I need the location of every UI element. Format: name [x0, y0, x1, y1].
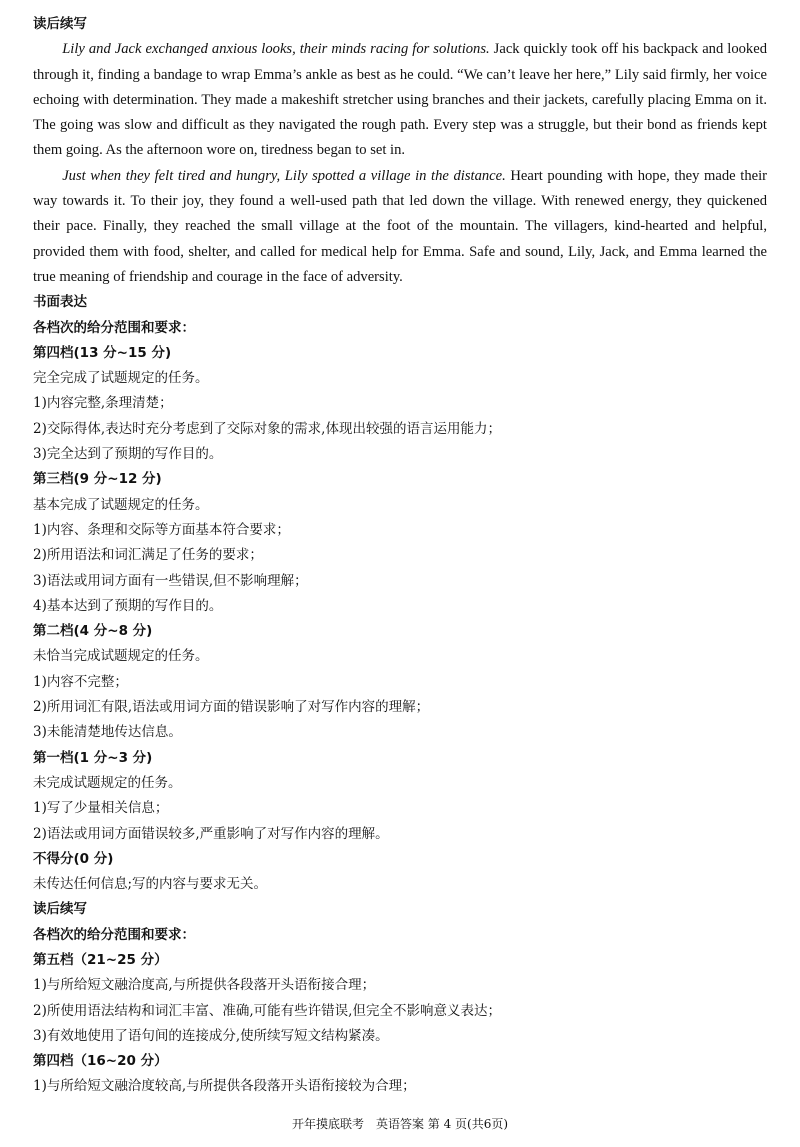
section-title-continuation: 读后续写 — [33, 16, 87, 32]
level-intro: 完全完成了试题规定的任务。 — [33, 370, 209, 387]
paragraph-2-opening: Just when they felt tired and hungry, Lily spotted a village in the distance. — [62, 167, 506, 184]
criterion-item: 1)与所给短文融洽度较高,与所提供各段落开头语衔接较为合理； — [33, 1078, 416, 1095]
level-intro: 未完成试题规定的任务。 — [33, 774, 182, 791]
criterion-item: 4)基本达到了预期的写作目的。 — [33, 597, 223, 614]
criterion-item: 3)未能清楚地传达信息。 — [33, 724, 182, 741]
level-heading: 第三档(9 分~12 分) — [33, 471, 162, 488]
criterion-item: 2)交际得体,表达时充分考虑到了交际对象的需求,体现出较强的语言运用能力； — [33, 420, 501, 437]
scoring-criteria-subtitle: 各档次的给分范围和要求： — [33, 926, 195, 943]
section-title-writing: 书面表达 — [33, 294, 87, 311]
level-heading: 第一档(1 分~3 分) — [33, 749, 153, 766]
criterion-item: 3)语法或用词方面有一些错误,但不影响理解； — [33, 572, 308, 589]
criterion-item: 1)与所给短文融洽度高,与所提供各段落开头语衔接合理； — [33, 977, 376, 994]
criterion-item: 2)语法或用词方面错误较多,严重影响了对写作内容的理解。 — [33, 825, 389, 842]
paragraph-1-opening: Lily and Jack exchanged anxious looks, their minds racing for solutions. — [62, 41, 490, 58]
level-heading: 第二档(4 分~8 分) — [33, 623, 153, 640]
criterion-item: 3)完全达到了预期的写作目的。 — [33, 446, 223, 463]
criterion-item: 2)所用语法和词汇满足了任务的要求； — [33, 547, 263, 564]
section-title-continuation-scoring: 读后续写 — [33, 901, 87, 918]
page-footer: 开年摸底联考 英语答案 第 4 页(共6页) — [291, 1117, 509, 1131]
level-heading: 第五档（21~25 分） — [33, 951, 168, 968]
paragraph-2-body: Heart pounding with hope, they made their way towards it. To their joy, they found a well-used path that led down the village. With renewed energy, they quickened their pace. Finally, they reached the small village at the foot of the mountain. The villagers, kind-hearted and helpful, provided them with food, shelter, and called for medical help for Emma. Safe and sound, Lily, Jack, and Emma learned the true meaning of friendship and courage in the face of adversity. — [33, 167, 768, 285]
level-intro: 基本完成了试题规定的任务。 — [33, 496, 209, 513]
sample-paragraph-1 — [33, 37, 767, 163]
answer-page — [33, 12, 767, 1100]
level-heading: 第四档(13 分~15 分) — [33, 344, 172, 361]
paragraph-1-body: Jack quickly took off his backpack and looked through it, finding a bandage to wrap Emma’s ankle as best as he could. “We can’t leave her here,” Lily said firmly, her voice echoing with determination. They made a makeshift stretcher using branches and their jackets, carefully placing Emma on it. The going was slow and difficult as they navigated the rough path. Every step was a struggle, but their bond as friends kept them going. As the afternoon wore on, tiredness began to set in. — [33, 41, 767, 159]
criterion-item: 3)有效地使用了语句间的连接成分,使所续写短文结构紧凑。 — [33, 1027, 389, 1044]
sample-paragraph-2 — [33, 164, 767, 290]
criterion-item: 1)写了少量相关信息； — [33, 800, 169, 817]
level-intro: 未恰当完成试题规定的任务。 — [33, 648, 209, 665]
criterion-item: 1)内容不完整； — [33, 673, 128, 690]
criterion-item: 2)所用词汇有限,语法或用词方面的错误影响了对写作内容的理解； — [33, 699, 430, 716]
scoring-criteria-subtitle: 各档次的给分范围和要求： — [33, 319, 195, 336]
level-intro: 未传达任何信息;写的内容与要求无关。 — [33, 876, 268, 893]
level-heading: 第四档（16~20 分） — [33, 1053, 168, 1070]
criterion-item: 2)所使用语法结构和词汇丰富、准确,可能有些许错误,但完全不影响意义表达； — [33, 1002, 501, 1019]
level-heading: 不得分(0 分) — [33, 850, 114, 867]
criterion-item: 1)内容、条理和交际等方面基本符合要求； — [33, 521, 290, 538]
criterion-item: 1)内容完整,条理清楚； — [33, 395, 173, 412]
